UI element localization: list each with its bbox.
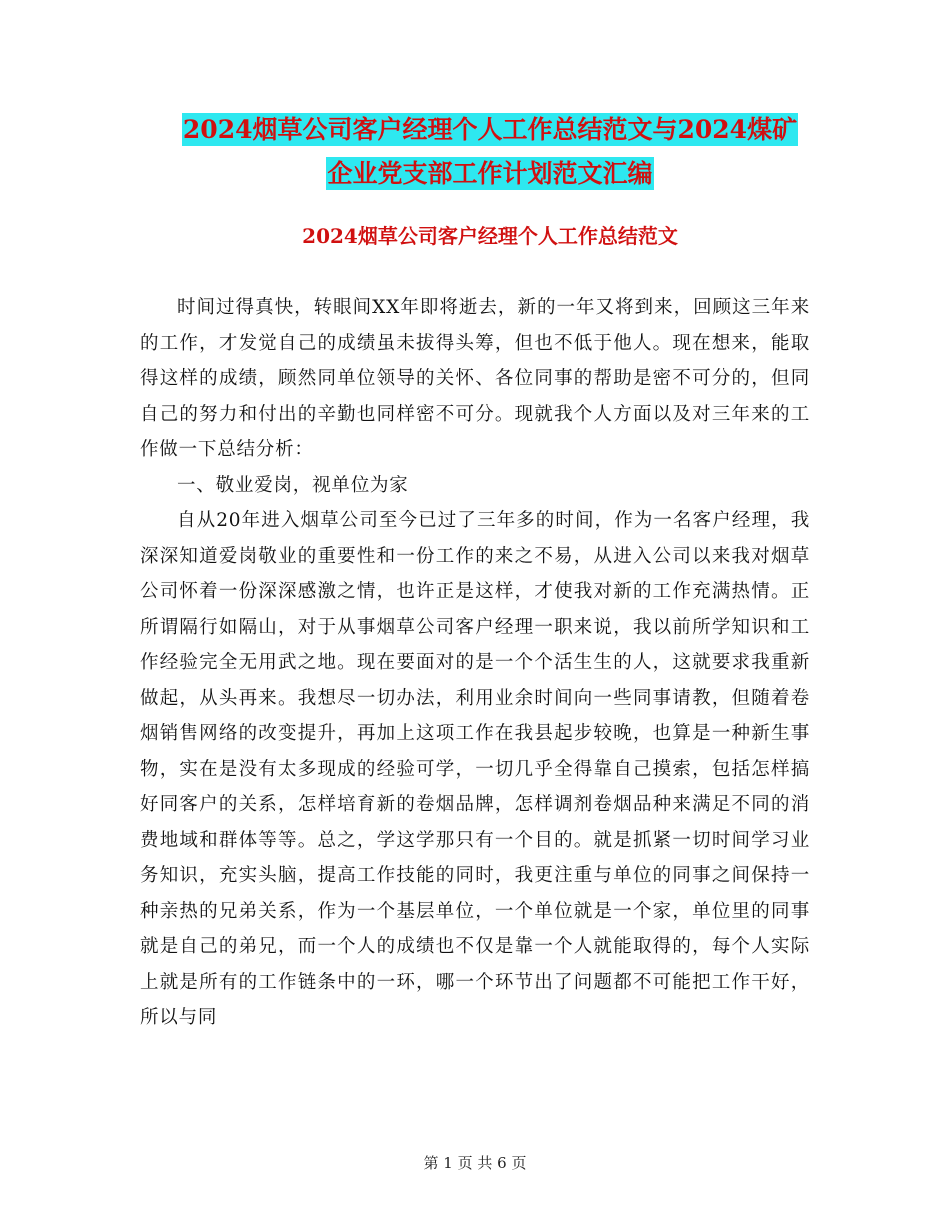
paragraph-intro: 时间过得真快，转眼间XX年即将逝去，新的一年又将到来，回顾这三年来的工作，才发觉自己的成绩虽未拔得头筹，但也不低于他人。现在想来，能取得这样的成绩，顾然同单位领导的关怀、各位同事的帮助是密不可分的，但同自己的努力和付出的辛勤也同样密不可分。现就我个人方面以及对三年来的工作做一下总结分析：	[140, 297, 810, 460]
document-body	[140, 290, 810, 1036]
paragraph-body-1: 自从20年进入烟草公司至今已过了三年多的时间，作为一名客户经理，我深深知道爱岗敬业的重要性和一份工作的来之不易，从进入公司以来我对烟草公司怀着一份深深感激之情，也许正是这样，才使我对新的工作充满热情。正所谓隔行如隔山，对于从事烟草公司客户经理一职来说，我以前所学知识和工作经验完全无用武之地。现在要面对的是一个个活生生的人，这就要求我重新做起，从头再来。我想尽一切办法，利用业余时间向一些同事请教，但随着卷烟销售网络的改变提升，再加上这项工作在我县起步较晚，也算是一种新生事物，实在是没有太多现成的经验可学，一切几乎全得靠自己摸索，包括怎样搞好同客户的关系，怎样培育新的卷烟品牌，怎样调剂卷烟品种来满足不同的消费地域和群体等等。总之，学这学那只有一个目的。就是抓紧一切时间学习业务知识，充实头脑，提高工作技能的同时，我更注重与单位的同事之间保持一种亲热的兄弟关系，作为一个基层单位，一个单位就是一个家，单位里的同事就是自己的弟兄，而一个人的成绩也不仅是靠一个人就能取得的，每个人实际上就是所有的工作链条中的一环，哪一个环节出了问题都不可能把工作干好，所以与同	[140, 510, 810, 1028]
title-line-1: 2024烟草公司客户经理个人工作总结范文与2024煤矿	[182, 115, 798, 144]
section-title: 2024烟草公司客户经理个人工作总结范文	[302, 224, 678, 248]
document-title	[140, 108, 840, 196]
paragraph-heading-1: 一、敬业爱岗，视单位为家	[177, 474, 409, 496]
page-footer: 第 1 页 共 6 页	[423, 1154, 527, 1172]
title-line-2: 企业党支部工作计划范文汇编	[327, 159, 653, 188]
